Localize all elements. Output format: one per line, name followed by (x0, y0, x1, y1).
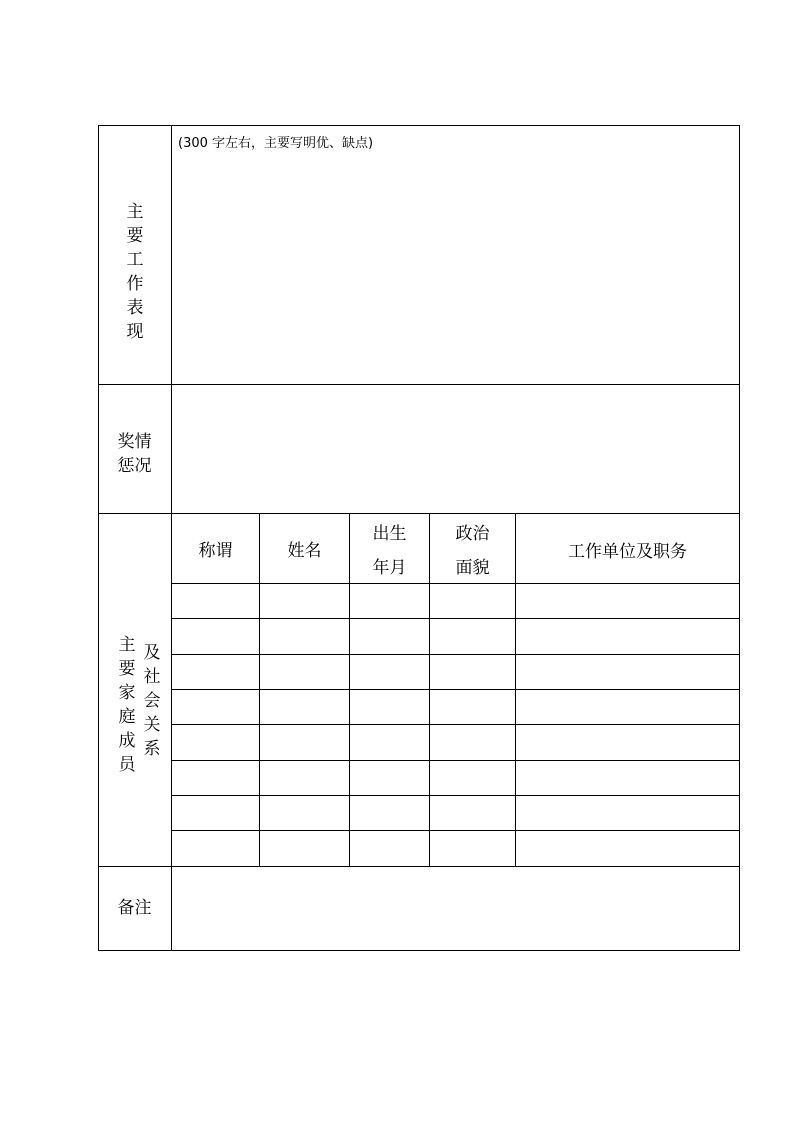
remarks-input-area[interactable] (172, 867, 739, 950)
table-row[interactable] (172, 619, 739, 654)
table-row[interactable] (172, 831, 739, 866)
table-border-bottom (98, 950, 740, 951)
performance-input-area[interactable] (172, 126, 739, 384)
rewards-label-line2: 惩况 (117, 456, 152, 476)
header-politics-line2: 面貌 (455, 558, 490, 578)
table-row[interactable] (172, 655, 739, 689)
section-divider (98, 513, 740, 514)
remarks-label: 备注 (117, 898, 152, 918)
table-row[interactable] (172, 725, 739, 760)
rewards-label-line1: 奖情 (117, 432, 152, 452)
table-row[interactable] (172, 761, 739, 795)
performance-hint: (300 字左右，主要写明优、缺点) (178, 136, 374, 151)
performance-label: 主要工作表现 (126, 202, 144, 342)
header-birth-line1: 出生 (372, 524, 407, 544)
family-label-col1: 主要家庭成员 (118, 635, 136, 775)
header-birth-line2: 年月 (372, 558, 407, 578)
table-border-left (98, 125, 99, 951)
rewards-input-area[interactable] (172, 385, 739, 513)
header-title: 称谓 (198, 541, 233, 561)
table-row[interactable] (172, 690, 739, 724)
header-work: 工作单位及职务 (568, 542, 687, 562)
family-label-col2: 及社会关系 (143, 643, 161, 759)
header-politics-line1: 政治 (455, 524, 490, 544)
form-table (98, 125, 740, 951)
table-row[interactable] (172, 584, 739, 618)
table-row[interactable] (172, 796, 739, 830)
table-border-right (739, 125, 740, 951)
header-name: 姓名 (287, 541, 322, 561)
